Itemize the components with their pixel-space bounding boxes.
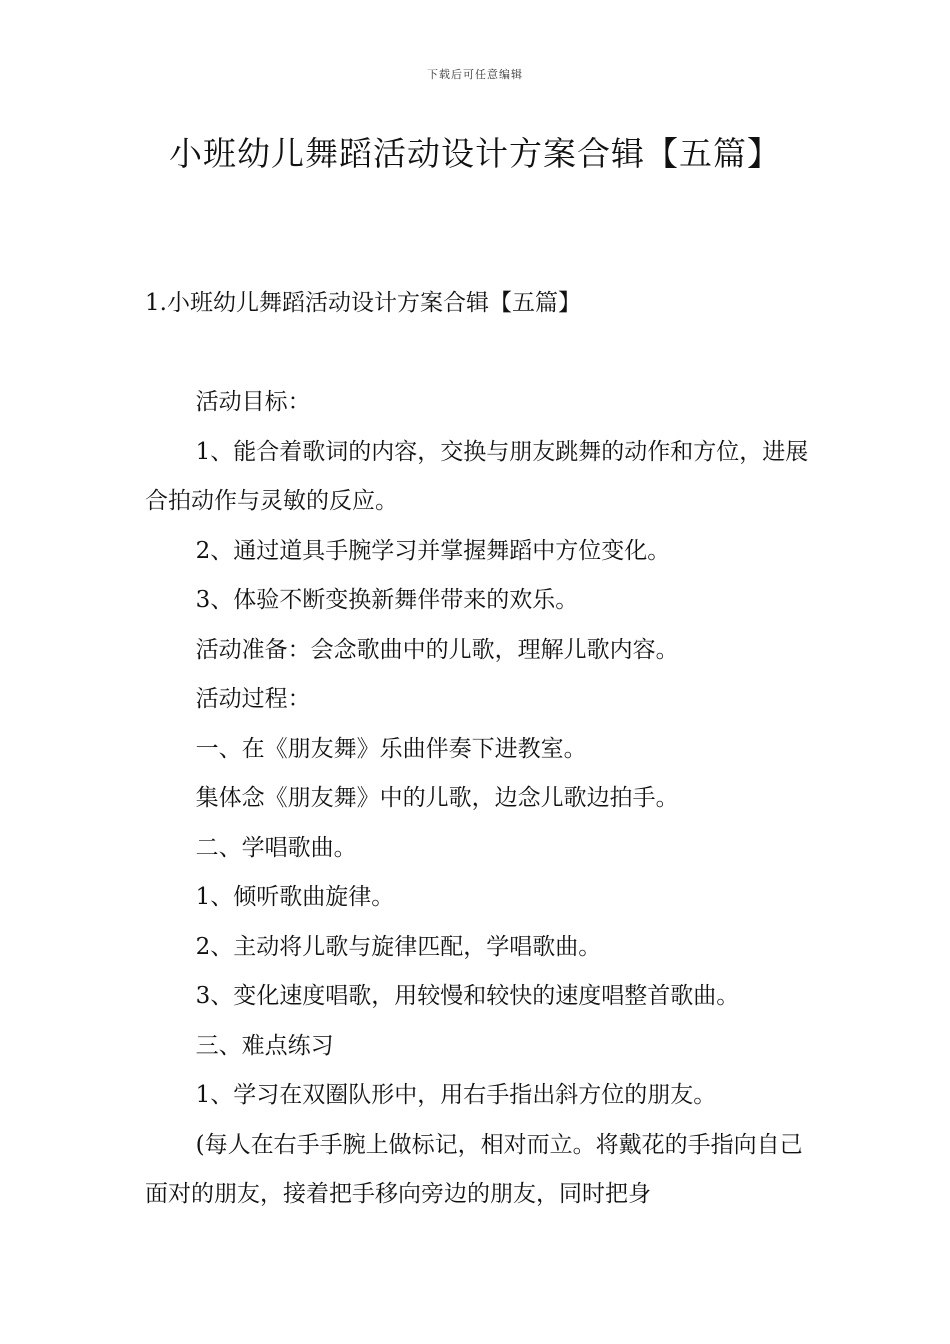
paragraph: 二、学唱歌曲。 — [195, 834, 357, 861]
paragraph: 3、变化速度唱歌，用较慢和较快的速度唱整首歌曲。 — [195, 983, 740, 1009]
paragraph: 一、在《朋友舞》乐曲伴奏下进教室。 — [195, 735, 587, 762]
paragraph: 活动目标： — [195, 389, 311, 415]
paragraph: 活动准备：会念歌曲中的儿歌，理解儿歌内容。 — [195, 636, 679, 663]
paragraph: 2、通过道具手腕学习并掌握舞蹈中方位变化。 — [195, 537, 671, 564]
paragraph: 集体念《朋友舞》中的儿歌，边念儿歌边拍手。 — [195, 785, 679, 811]
header-note: 下载后可任意编辑 — [427, 68, 523, 81]
paragraph: 3、体验不断变换新舞伴带来的欢乐。 — [195, 587, 579, 613]
paragraph: 2、主动将儿歌与旋律匹配，学唱歌曲。 — [195, 933, 602, 960]
paragraph: 1、学习在双圈队形中，用右手指出斜方位的朋友。 — [195, 1082, 717, 1108]
paragraph: 1、倾听歌曲旋律。 — [195, 884, 395, 910]
paragraph: 活动过程： — [195, 686, 311, 712]
document-title: 小班幼儿舞蹈活动设计方案合辑【五篇】 — [169, 134, 781, 173]
paragraph: (每人在右手手腕上做标记，相对而立。将戴花的手指向自己面对的朋友，接着把手移向旁边的朋友，同时把身 — [145, 1131, 803, 1207]
paragraph: 三、难点练习 — [195, 1032, 334, 1059]
section-title: 1.小班幼儿舞蹈活动设计方案合辑【五篇】 — [145, 290, 581, 316]
paragraph: 1、能合着歌词的内容，交换与朋友跳舞的动作和方位，进展合拍动作与灵敏的反应。 — [145, 438, 809, 514]
document-body — [145, 378, 815, 1220]
